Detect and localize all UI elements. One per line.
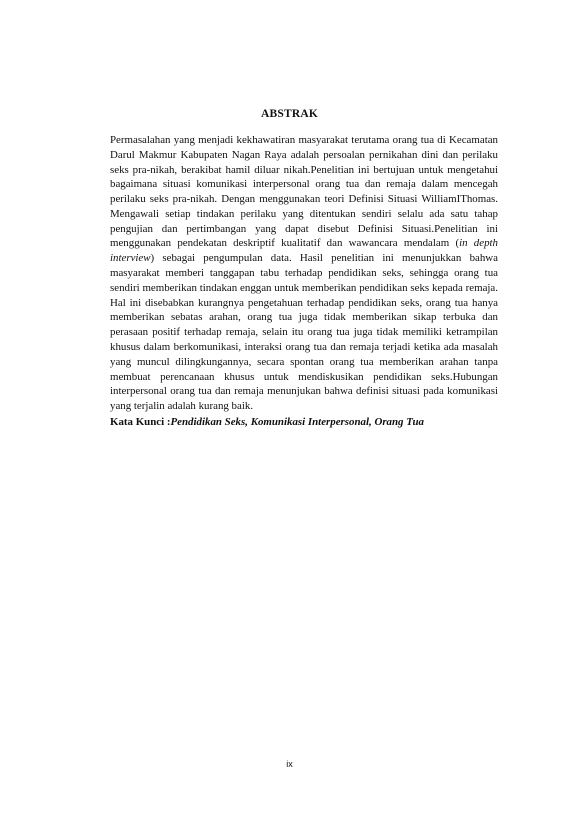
abstract-italic-term: in depth interview <box>110 237 498 265</box>
abstract-text-part-1: Permasalahan yang menjadi kekhawatiran masyarakat terutama orang tua di Kecamatan Darul Makmur Kabupaten Nagan Raya adalah persoalan pernikahan dini dan perilaku seks pra-nikah, berakibat hamil diluar nikah.Penelitian ini bertujuan untuk mengetahui bagaimana situasi komunikasi interpersonal orang tua dan remaja dalam mencegah perilaku seks pra-nikah. Dengan menggunakan teori Definisi Situasi WilliamIThomas. Mengawali setiap tindakan perilaku yang ditentukan sendiri selalu ada satu tahap pengujian dan pertimbangan yang dapat disebut Definisi Situasi.Penelitian ini menggunakan pendekatan deskriptif kualitatif dan wawancara mendalam ( <box>110 134 498 250</box>
abstract-text-part-2: ) sebagai pengumpulan data. Hasil penelitian ini menunjukkan bahwa masyarakat memberi tanggapan tabu terhadap pendidikan seks, sehingga orang tua sendiri memberikan tindakan enggan untuk memberikan pendidikan seks kepada remaja. Hal ini disebabkan kurangnya pengetahuan terhadap pendidikan seks, orang tua hanya memberikan sebatas arahan, orang tua juga tidak memberikan sikap terbuka dan perasaan positif terhadap remaja, selain itu orang tua juga tidak memiliki ketrampilan khusus dalam berkomunikasi, interaksi orang tua dan remaja terjadi ketika ada masalah yang muncul dilingkungannya, secara spontan orang tua memberikan arahan tanpa membuat perencanaan khusus untuk mendiskusikan pendidikan seks.Hubungan interpersonal orang tua dan remaja menunjukan bahwa definisi situasi pada komunikasi yang terjalin adalah kurang baik. <box>110 252 498 413</box>
abstract-title: ABSTRAK <box>261 108 318 120</box>
abstract-body <box>110 133 498 414</box>
keywords-label: Kata Kunci : <box>110 416 171 428</box>
keywords-value: Pendidikan Seks, Komunikasi Interpersonal, Orang Tua <box>170 416 424 428</box>
page-number: ix <box>286 759 293 769</box>
keywords-line <box>110 415 498 430</box>
